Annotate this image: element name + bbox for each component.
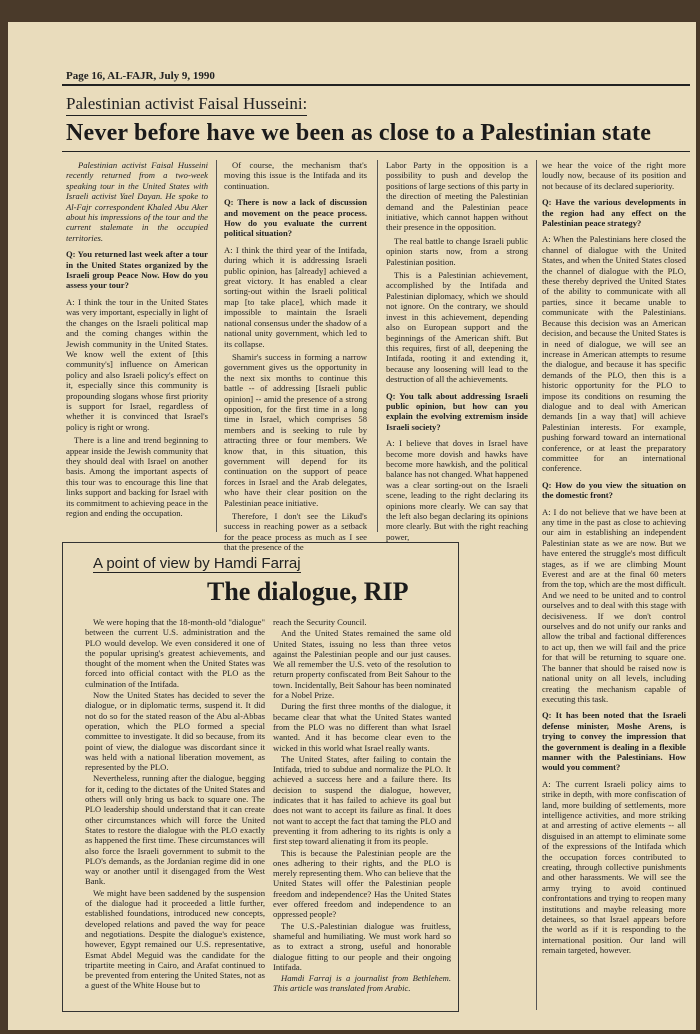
article-column-2 (224, 160, 367, 553)
paragraph: Labor Party in the opposition is a possibility to push and develop the positions of large sections of this party in the direction of meeting the Palestinian demand and the Palestinian peace initiative, which cannot happen without their presence in the opposition. (386, 160, 528, 233)
question: Q: How do you view the situation on the domestic front? (542, 479, 686, 501)
answer: A: I believe that doves in Israel have become more dovish and hawks have become more hawkish, and the political balance has not changed. What happened was a clear sorting-out on the Israeli scene, leading to the right declaring its opinions more clearly. We can say that the left also began declaring its opinions more clearly. But with the right reaching power, (386, 438, 528, 542)
answer: A: I think the tour in the United States was very important, especially in light of the changes on the Israeli political map and the coming changes within the Jewish community in the United States. We know well the extent of [this community's] influence on American policy and also Israeli policy's effect on it, especially since this community is propounding slogans whose first priority is support for Israel, regardless of whether it is convinced that Israel's policy is right or wrong. (66, 296, 208, 432)
answer: A: When the Palestinians here closed the channel of dialogue with the United States, and when the United States closed the channel of dialogue with the PLO, these thereby deprived the United States of the ability to communicate with all parties, since it became unable to communicate with the Palestinians. Because this decision was an American decision, and because the United States is in need of dialogue, we will see an increase in American attempts to resume the dialogue, and because it has specific demands of the PLO, then this is a historic opportunity for the PLO to impose its conditions on resuming the dialogue and to deal with American demands [in a way that] will achieve Palestinian interests. For example, pushing forward toward an international conference, or at least the preparatory committee for an international conference. (542, 234, 686, 474)
column-divider (536, 160, 537, 1010)
paragraph: Therefore, I don't see the Likud's success in reaching power as a setback for the peace process as much as I see that the presence of the (224, 511, 367, 553)
headline-rule (62, 151, 690, 152)
paragraph: Of course, the mechanism that's moving this issue is the Intifada and its continuation. (224, 160, 367, 191)
paragraph: We might have been saddened by the suspension of the dialogue had it proceeded a little further, established foundations, introduced new concepts, developed relations and paved the way for peace and negotiations. Despite the dialogue's existence, however, Egypt remained our U.S. representative, Esmat Abdel Meguid was the candidate for the tripartite meeting in Cairo, and Arafat continued to be prevented from entering the United States, not as a guest of the White House but to (85, 887, 265, 991)
paragraph: The U.S.-Palestinian dialogue was fruitless, shameful and humiliating. We must work hard so as to extract a strong, useful and honorable dialogue fitting to our people and their ongoing Intifada. (273, 920, 451, 972)
article-column-4 (542, 160, 686, 1010)
author-byline: Hamdi Farraj is a journalist from Bethlehem. This article was translated from Arabic. (273, 973, 451, 994)
page-header: Page 16, AL-FAJR, July 9, 1990 (66, 70, 215, 82)
opinion-box (62, 542, 459, 1012)
paragraph: During the first three months of the dialogue, it became clear that what the United States wanted from the PLO was no different than what Israel wanted. And it has become clear even to the wicked in this world what Israel really wants. (273, 701, 451, 753)
article-column-1 (66, 160, 208, 530)
article-kicker: Palestinian activist Faisal Husseini: (66, 94, 307, 116)
answer: A: I think the third year of the Intifada, during which it is addressing Israeli public opinion, has [already] achieved a great victory. It has enabled a clear sorting-out within the Israeli political map [to take place], which made it impossible to maintain the Israeli national consensus under the shadow of a national unity government, which led to its collapse. (224, 244, 367, 349)
article-column-3 (386, 160, 528, 542)
question: Q: There is now a lack of discussion and movement on the peace process. How do you evaluate the current political situation? (224, 197, 367, 239)
paragraph: And the United States remained the same old United States, issuing no less than three vetos against the Palestinian people and our just causes. We all remember the U.S. veto of the resolution to return property confiscated from Beit Sahour to the town. Incidentally, Beit Sahour has been nominated for a Nobel Prize. (273, 628, 451, 701)
header-rule (62, 84, 690, 86)
paragraph: Now the United States has decided to sever the dialogue, or in diplomatic terms, suspend it. It did not do so for the stated reason of the Abu al-Abbas operation, which the PLO formed a special committee to investigate. It did so because, from its point of view, the dialogue was discordant since it was held with a national liberation movement, as represented by the PLO. (85, 690, 265, 773)
paragraph: This is a Palestinian achievement, accomplished by the Intifada and Palestinian diplomacy, which we should not ignore. On the contrary, we should invest in this achievement, depending also on European support and the beginnings of the American shift. But this requires, first of all, deepening the Intifada, rooting it and extending it, because any loosening will lead to the destruction of all the achievements. (386, 270, 528, 385)
article-headline: Never before have we been as close to a Palestinian state (66, 120, 652, 146)
answer: A: The current Israeli policy aims to strike in depth, with more confiscation of land, more building of settlements, more intelligence activities, and more striking at and arresting of active elements -- all disguised in an attempt to eliminate some of the expressions of the Intifada which the occupation forces contributed to creating, through collective punishments and other harassments. We will see the army trying to avoid continued confrontations and trying to reopen many institutions and maybe releasing more detainees, so that Israel appears before the world as if it is responding to the international position. Our land will remain targeted, however. (542, 778, 686, 956)
question: Q: Have the various developments in the region had any effect on the Palestinian peace strategy? (542, 197, 686, 229)
column-divider (377, 160, 378, 532)
opinion-column-right (273, 617, 451, 1007)
question: Q: It has been noted that the Israeli defense minister, Moshe Arens, is trying to convey the impression that the government is dealing in a flexible manner with the Palestinians. How would you comment? (542, 710, 686, 773)
opinion-title: The dialogue, RIP (207, 577, 409, 606)
answer: A: I do not believe that we have been at any time in the past as close to achieving our aim in establishing an independent Palestinian state as we are now. But we have entered the struggle's most difficult stages, as if we are climbing Mount Everest and are at the final 60 meters from the top, which are the most difficult. And we need to be united and to control ourselves and to deal with this stage with decisiveness. If we don't control ourselves and do not unify our ranks and allow the tribal and factional differences to act up, then we will fail and the price for that will be returning to square one. The banner that should be raised now is national unity on all levels, including creating the mechanism capable of executing this task. (542, 506, 686, 704)
paragraph: Nevertheless, running after the dialogue, begging for it, ceding to the dictates of the United States and others will only bring us back to square one. The PLO leadership should understand that it can create other circumstances which will force the United States to restore the dialogue with the PLO exactly as happened the first time. These circumstances will also force the Israeli government to submit to the PLO's demands, as the Jordanian regime did in one way or another until it disengaged from the West Bank. (85, 773, 265, 887)
paragraph: The United States, after failing to contain the Intifada, tried to subdue and normalize the PLO. It achieved a success here and a failure there. Its decision to suspend the dialogue, however, indicates that it has failed to achieve its goal but does not want to accept its failure as final. It does not want to accept the fact that taming the PLO and preventing it from adhering to its rights is only a first step toward alienating it from its people. (273, 753, 451, 847)
paragraph: This is because the Palestinian people are the ones adhering to their rights, and the PLO is merely representing them. Who can believe that the United States will offer the Palestinian people freedom and independence? Has the United States ever offered freedom and independence to an oppressed people? (273, 847, 451, 920)
article-intro: Palestinian activist Faisal Husseini recently returned from a two-week speaking tour in the United States with Israeli activist Yael Dayan. He spoke to Al-Fajr correspondent Khaled Abu Aker about his impressions of the tour and the current stalemate in the occupied territories. (66, 160, 208, 243)
paragraph: The real battle to change Israeli public opinion starts now, from a strong Palestinian position. (386, 235, 528, 267)
question: Q: You returned last week after a tour in the United States organized by the Israeli group Peace Now. How do you assess your tour? (66, 249, 208, 291)
column-divider (216, 160, 217, 532)
paragraph: reach the Security Council. (273, 617, 367, 627)
paragraph: We were hoping that the 18-month-old "dialogue" between the current U.S. administration and the PLO would develop. We even considered it one of the popular uprising's greatest achievements, and thought of the moment when the United States was forced into official contact with the PLO as the culmination of the Intifada. (85, 617, 265, 689)
paragraph: There is a line and trend beginning to appear inside the Jewish community that they should deal with Israel on another basis. Among the important aspects of this tour was to encourage this line that links support and backing for Israel with its commitment to achieving peace in the region and ending the occupation. (66, 435, 208, 518)
paragraph: Shamir's success in forming a narrow government gives us the opportunity in the next six months to continue this battle -- of addressing [Israeli public opinion] -- amid the presence of a strong opposition, for the first time in a long time in Israel, which comprises 58 members and is seeking to rule by attracting three or four members. We know that, in this situation, this government will depend for its continuation on the support of peace forces in Israel and the Arab delegates, who have their clear position on the Palestinian peace initiative. (224, 351, 367, 508)
opinion-column-left (85, 617, 265, 1007)
question: Q: You talk about addressing Israeli public opinion, but how can you explain the evolving extremism inside Israeli society? (386, 390, 528, 432)
opinion-kicker: A point of view by Hamdi Farraj (93, 555, 301, 572)
paragraph: we hear the voice of the right more loudly now, because of its position and not because of its declared superiority. (542, 160, 686, 191)
